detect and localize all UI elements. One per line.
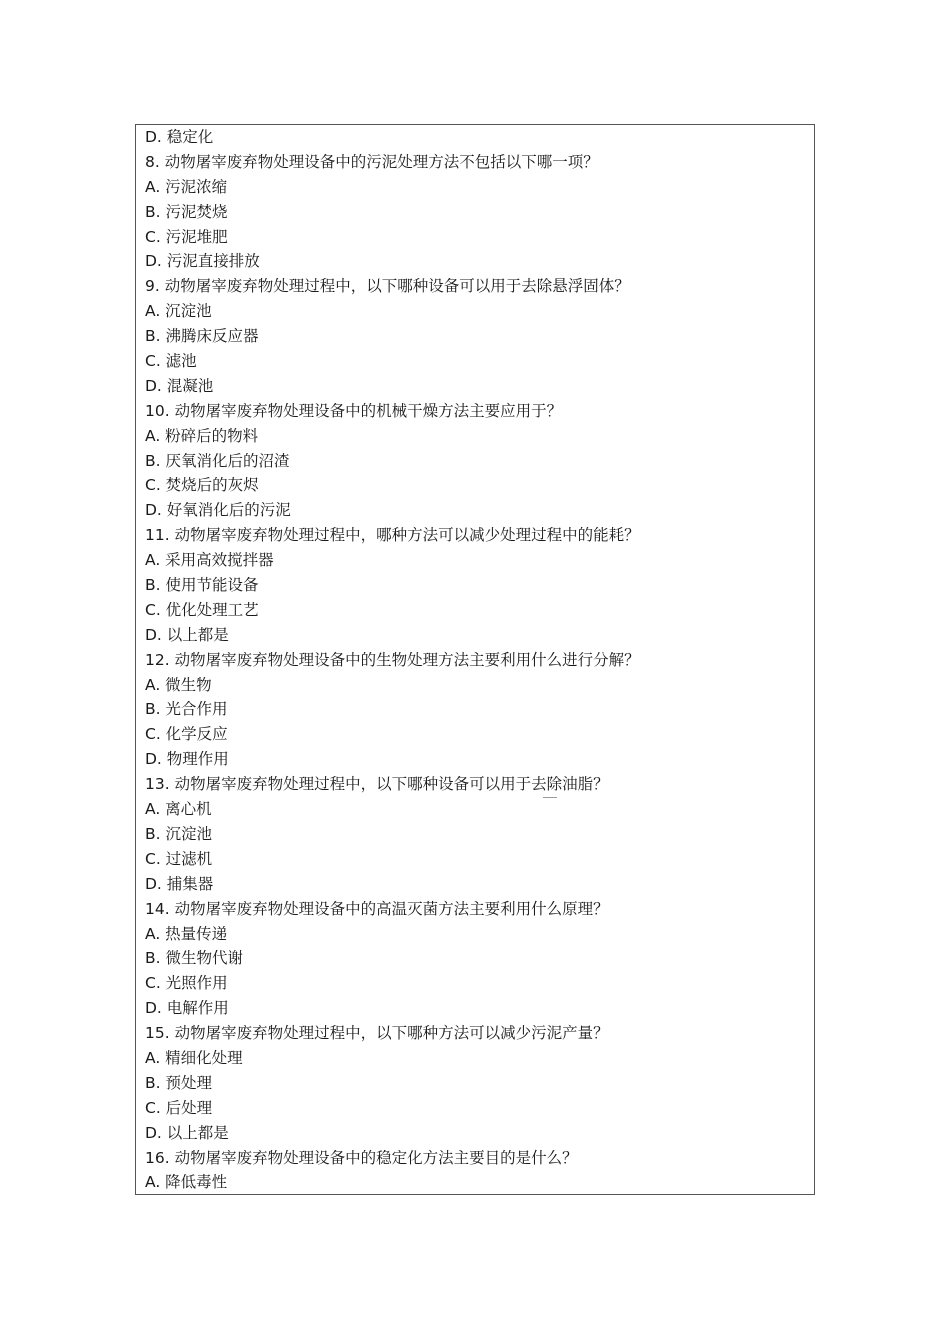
answer-option: D. 好氧消化后的污泥 [145,501,291,520]
question-text: 9. 动物屠宰废弃物处理过程中，以下哪种设备可以用于去除悬浮固体？ [145,277,630,296]
answer-option: B. 污泥焚烧 [145,202,228,221]
answer-option: D. 混凝池 [145,376,214,395]
answer-option: D. 捕集器 [145,874,214,893]
answer-option: D. 污泥直接排放 [145,252,260,271]
answer-option: D. 以上都是 [145,625,229,644]
answer-option: B. 光合作用 [145,700,228,719]
question-list [145,125,810,1195]
answer-option: C. 焚烧后的灰烬 [145,476,259,495]
answer-option: C. 污泥堆肥 [145,227,228,246]
answer-option: C. 过滤机 [145,849,213,868]
answer-option: A. 降低毒性 [145,1173,228,1192]
question-text: 13. 动物屠宰废弃物处理过程中，以下哪种设备可以用于去除油脂？ [145,775,609,794]
answer-option: C. 后处理 [145,1098,213,1117]
answer-option: A. 热量传递 [145,924,228,943]
question-text: 10. 动物屠宰废弃物处理设备中的机械干燥方法主要应用于？ [145,401,563,420]
answer-option: B. 沉淀池 [145,824,212,843]
answer-option: B. 使用节能设备 [145,576,259,595]
text-cursor-mark [543,797,557,798]
answer-option: D. 以上都是 [145,1123,229,1142]
answer-option: D. 物理作用 [145,750,229,769]
answer-option: D. 稳定化 [145,128,214,146]
question-text: 8. 动物屠宰废弃物处理设备中的污泥处理方法不包括以下哪一项？ [145,152,599,171]
answer-option: B. 厌氧消化后的沼渣 [145,451,290,470]
answer-option: C. 滤池 [145,352,197,371]
answer-option: B. 微生物代谢 [145,949,243,968]
answer-option: C. 化学反应 [145,725,228,744]
answer-option: A. 离心机 [145,800,212,819]
question-text: 15. 动物屠宰废弃物处理过程中，以下哪种方法可以减少污泥产量？ [145,1024,609,1043]
answer-option: A. 粉碎后的物料 [145,426,259,445]
answer-option: D. 电解作用 [145,999,229,1018]
question-text: 16. 动物屠宰废弃物处理设备中的稳定化方法主要目的是什么？ [145,1148,578,1167]
answer-option: C. 光照作用 [145,974,228,993]
answer-option: A. 微生物 [145,675,212,694]
answer-option: A. 采用高效搅拌器 [145,551,274,570]
answer-option: B. 沸腾床反应器 [145,327,259,346]
answer-option: C. 优化处理工艺 [145,600,259,619]
answer-option: A. 沉淀池 [145,302,212,321]
question-text: 12. 动物屠宰废弃物处理设备中的生物处理方法主要利用什么进行分解？ [145,650,640,669]
answer-option: A. 精细化处理 [145,1048,243,1067]
answer-option: A. 污泥浓缩 [145,177,228,196]
question-text: 14. 动物屠宰废弃物处理设备中的高温灭菌方法主要利用什么原理？ [145,899,609,918]
question-text: 11. 动物屠宰废弃物处理过程中，哪种方法可以减少处理过程中的能耗？ [145,526,640,545]
answer-option: B. 预处理 [145,1073,212,1092]
